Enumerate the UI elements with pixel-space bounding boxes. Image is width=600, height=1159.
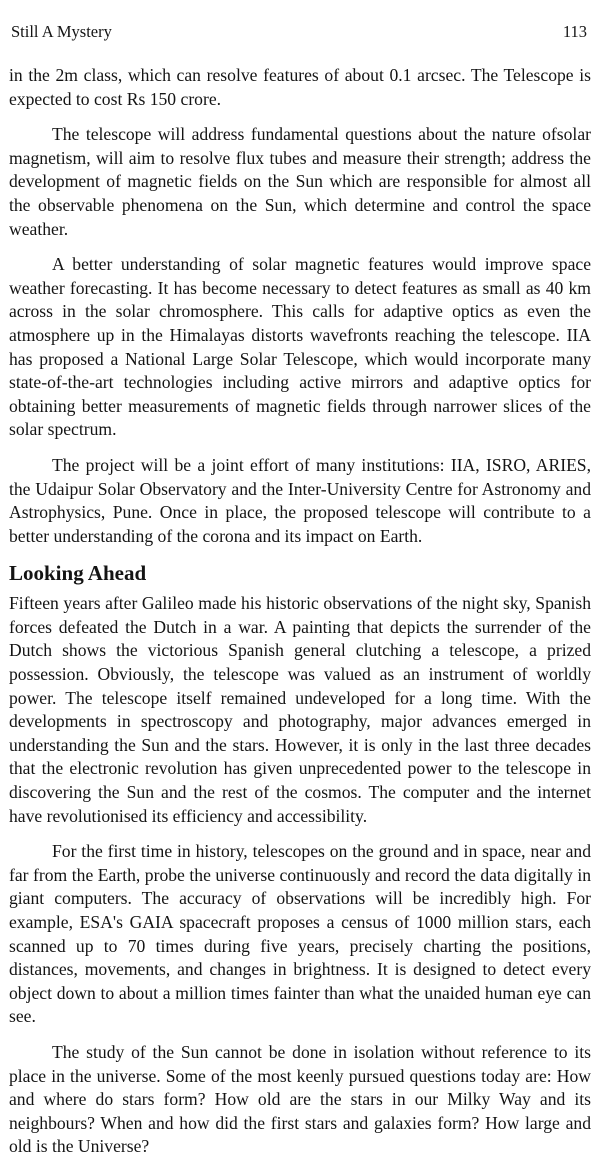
paragraph-space-weather: A better understanding of solar magnetic features would improve space weather forecasting. It has become necessary to detect features as small as 40 km across in the solar chromosphere. This calls for adaptive optics as even the atmosphere up in the Himalayas distorts wavefronts reaching the telescope. IIA has proposed a National Large Solar Telescope, which would incorporate many state-of-the-art technologies including active mirrors and adaptive optics for obtaining better measurements of magnetic fields through narrower slices of the solar spectrum. — [9, 254, 591, 440]
paragraph-continued: in the 2m class, which can resolve features of about 0.1 arcsec. The Telescope is expected to cost Rs 150 crore. — [9, 65, 591, 109]
paragraph-first-time: For the first time in history, telescopes on the ground and in space, near and far from the Earth, probe the universe continuously and record the data digitally in giant computers. The accuracy of observations will be incredibly high. For example, ESA's GAIA spacecraft proposes a census of 1000 million stars, each scanned up to 70 times during five years, precisely charting the positions, distances, movements, and changes in brightness. It is designed to detect every object down to about a million times fainter than what the unaided human eye can see. — [9, 841, 591, 1027]
paragraph-galileo: Fifteen years after Galileo made his historic observations of the night sky, Spanish forces defeated the Dutch in a war. A painting that depicts the surrender of the Dutch shows the victorious Spanish general clutching a telescope, a prized possession. Obviously, the telescope was valued as an instrument of worldly power. The telescope itself remained undeveloped for a long time. With the developments in spectroscopy and photography, major advances emerged in understanding the Sun and the stars. However, it is only in the last three decades that the electronic revolution has given unprecedented power to the telescope in discovering the Sun and the rest of the cosmos. The computer and the internet have revolutionised its efficiency and accessibility. — [9, 593, 591, 826]
paragraph-joint-effort: The project will be a joint effort of many institutions: IIA, ISRO, ARIES, the Udaipur Solar Observatory and the Inter-University Centre for Astronomy and Astrophysics, Pune. Once in place, the proposed telescope will contribute to a better understanding of the corona and its impact on Earth. — [9, 454, 591, 546]
running-title: Still A Mystery — [11, 22, 112, 41]
paragraph-telescope-questions: The telescope will address fundamental questions about the nature ofsolar magnetism, will aim to resolve flux tubes and measure their strength; address the development of magnetic fields on the Sun which are responsible for almost all the observable phenomena on the Sun, which determine and control the space weather. — [9, 124, 591, 239]
paragraph-study-of-sun: The study of the Sun cannot be done in isolation without reference to its place in the universe. Some of the most keenly pursued questions today are: How and where do stars form? How old are the stars in our Milky Way and its neighbours? When and how did the first stars and galaxies form? How large and old is the Universe? — [9, 1041, 591, 1157]
section-heading: Looking Ahead — [9, 561, 147, 586]
page-body — [9, 64, 591, 1159]
page-number: 113 — [562, 22, 587, 41]
page-header — [9, 22, 591, 52]
